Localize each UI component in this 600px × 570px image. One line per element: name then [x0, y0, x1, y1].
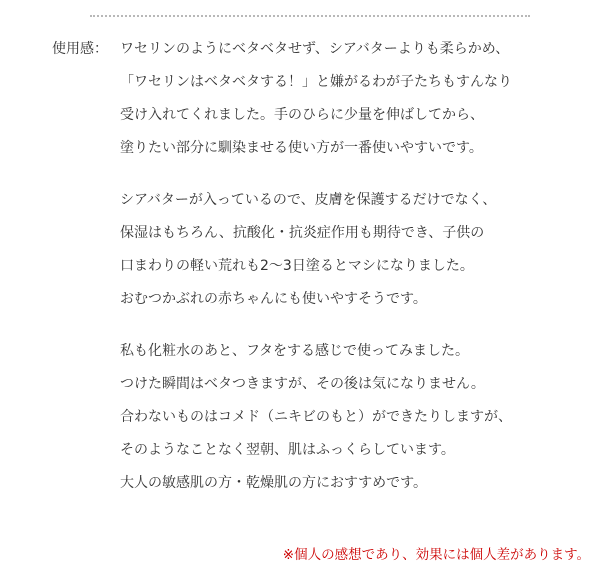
review-paragraph-1 [120, 39, 590, 158]
review-line: 大人の敏感肌の方・乾燥肌の方におすすめです。 [120, 475, 428, 491]
review-line: そのようなことなく翌朝、肌はふっくらしています。 [120, 442, 455, 458]
usage-label: 使用感： [52, 41, 108, 57]
review-line: 私も化粧水のあと、フタをする感じで使ってみました。 [120, 343, 470, 359]
review-line: ワセリンのようにベタベタせず、シアバターよりも柔らかめ、 [120, 41, 510, 57]
review-line: シアバターが入っているので、皮膚を保護するだけでなく、 [120, 192, 497, 208]
review-line: 「ワセリンはベタベタする！」と嫌がるわが子たちもすんなり [120, 74, 512, 90]
review-line: 合わないものはコメド（ニキビのもと）ができたりしますが、 [120, 409, 512, 425]
review-line: 塗りたい部分に馴染ませる使い方が一番使いやすいです。 [120, 140, 483, 156]
review-paragraph-2 [120, 190, 590, 309]
review-line: 保湿はもちろん、抗酸化・抗炎症作用も期待でき、子供の [120, 225, 485, 241]
review-line: おむつかぶれの赤ちゃんにも使いやすそうです。 [120, 291, 427, 307]
review-paragraph-3 [120, 341, 590, 493]
review-line: 受け入れてくれました。手のひらに少量を伸ばしてから、 [120, 107, 484, 123]
disclaimer-note: ※個人の感想であり、効果には個人差があります。 [282, 547, 590, 563]
review-line: つけた瞬間はベタつきますが、その後は気になりません。 [120, 376, 485, 392]
dotted-divider [90, 15, 530, 17]
review-body [120, 39, 590, 525]
review-line: 口まわりの軽い荒れも2〜3日塗るとマシになりました。 [120, 258, 474, 274]
